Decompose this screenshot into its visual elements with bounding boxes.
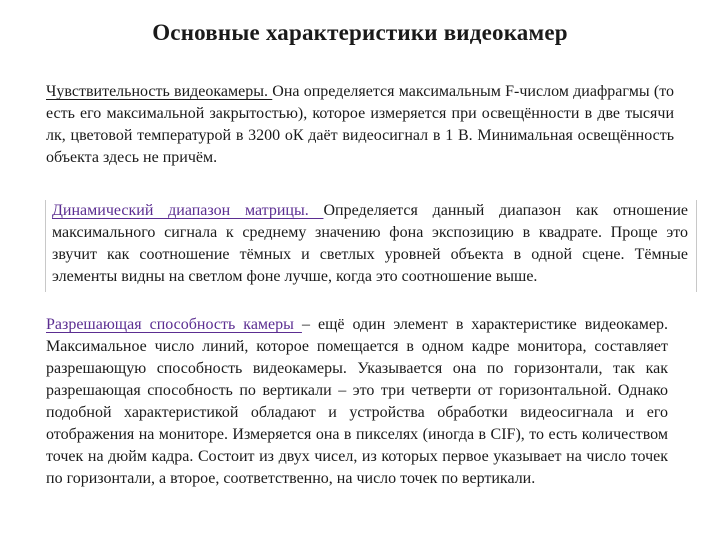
term-resolution-link[interactable]: Разрешающая способность камеры — [46, 316, 302, 333]
term-dynamic-range-link[interactable]: Динамический диапазон матрицы. — [52, 202, 324, 219]
paragraph-resolution — [46, 314, 668, 490]
page-title: Основные характеристики видеокамер — [152, 20, 568, 45]
paragraph-text: Она определяется максимальным F-числом диафрагмы (то есть его максимальной закрытостью), которое измеряется при освещённости в две тысячи лк, цветовой температурой в 3200 оК даёт видеосигнал в 1 В. Минимальная освещённость объекта здесь не причём. — [46, 83, 674, 166]
paragraph-text: Определяется данный диапазон как отношение максимального сигнала к среднему значению фона экспозицию в квадрате. Проще это звучит как соотношение тёмных и светлых уровней объекта в одной сцене. Тёмные элементы видны на светлом фоне лучше, когда это соотношение выше. — [52, 202, 689, 285]
term-sensitivity: Чувствительность видеокамеры. — [46, 83, 273, 100]
paragraph-dynamic-range — [52, 200, 688, 288]
paragraph-text: – ещё один элемент в характеристике видеокамер. Максимальное число линий, которое помещается в одном кадре монитора, составляет разрешающую способность видеокамеры. Указывается она по горизонтали, так как разрешающая способность по вертикали – это три четверти от горизонтальной. Однако подобной характеристикой обладают и устройства обработки видеосигнала и его отображения на мониторе. Измеряется она в пикселях (иногда в CIF), то есть количеством точек на дюйм кадра. Состоит из двух чисел, из которых первое указывает на число точек по горизонтали, а второе, соответственно, на число точек по вертикали. — [46, 316, 669, 487]
paragraph-sensitivity — [46, 81, 674, 169]
